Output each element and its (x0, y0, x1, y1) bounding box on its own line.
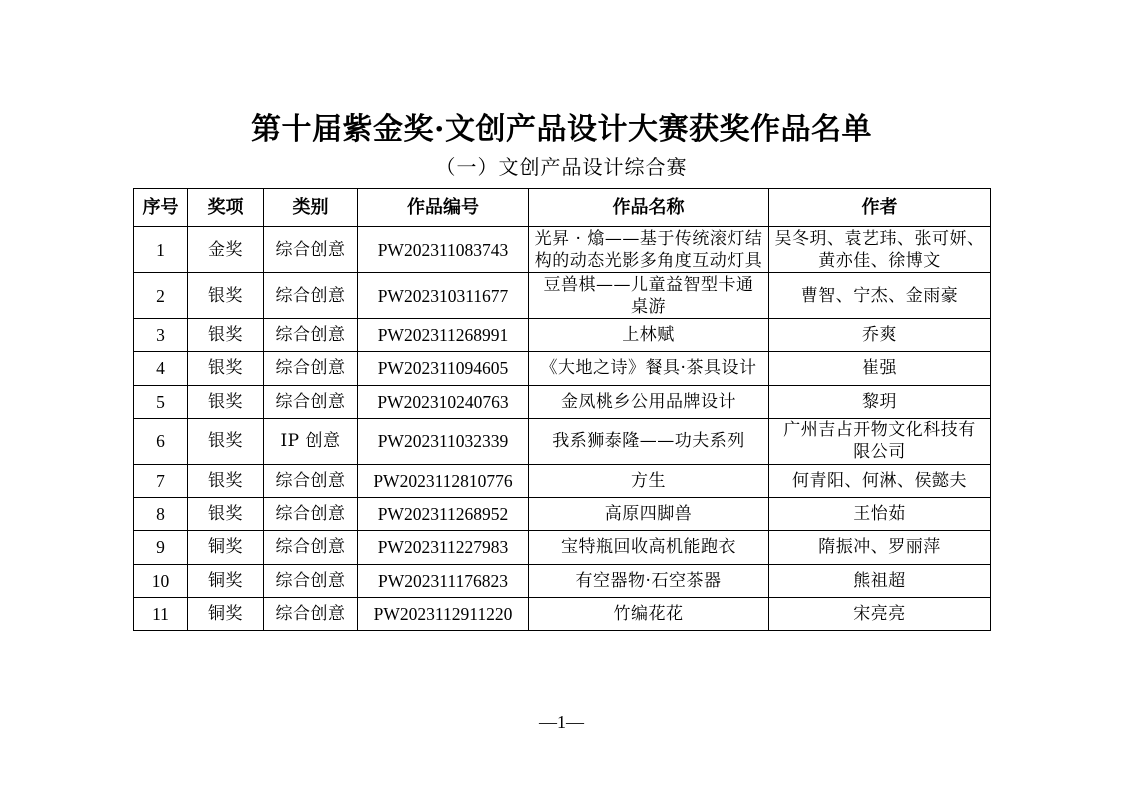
header-work-code: 作品编号 (358, 189, 529, 227)
document-subtitle: （一）文创产品设计综合赛 (435, 155, 688, 179)
cell-work-code: PW202310240763 (358, 385, 529, 418)
cell-work-name: 有空器物·石空茶器 (529, 564, 769, 597)
table-row (134, 564, 991, 597)
cell-author-line: 限公司 (853, 442, 906, 463)
cell-author (769, 418, 991, 464)
cell-award: 银奖 (188, 498, 264, 531)
header-award: 奖项 (188, 189, 264, 227)
page-number: —1— (539, 712, 584, 732)
cell-work-code: PW202311094605 (358, 352, 529, 385)
cell-category: 综合创意 (264, 385, 358, 418)
cell-work-code: PW202311268952 (358, 498, 529, 531)
table-row (134, 227, 991, 273)
cell-work-code: PW202310311677 (358, 273, 529, 319)
cell-work-name: 《大地之诗》餐具·茶具设计 (529, 352, 769, 385)
cell-index: 7 (134, 464, 188, 497)
cell-index: 6 (134, 418, 188, 464)
cell-index: 3 (134, 319, 188, 352)
cell-work-code: PW202311083743 (358, 227, 529, 273)
cell-category: 综合创意 (264, 352, 358, 385)
cell-work-name-line: 构的动态光影多角度互动灯具 (534, 250, 763, 271)
cell-author (769, 227, 991, 273)
cell-index: 2 (134, 273, 188, 319)
cell-work-name: 我系狮泰隆——功夫系列 (529, 418, 769, 464)
cell-author: 隋振冲、罗丽萍 (769, 531, 991, 564)
cell-category: 综合创意 (264, 531, 358, 564)
cell-work-name-line: 豆兽棋——儿童益智型卡通 (543, 274, 754, 295)
cell-award: 银奖 (188, 385, 264, 418)
header-row (134, 189, 991, 227)
cell-author: 曹智、宁杰、金雨豪 (769, 273, 991, 319)
cell-work-name: 高原四脚兽 (529, 498, 769, 531)
table-row (134, 597, 991, 630)
table-row (134, 498, 991, 531)
table-row (134, 319, 991, 352)
cell-index: 9 (134, 531, 188, 564)
cell-work-name: 竹编花花 (529, 597, 769, 630)
cell-award: 银奖 (188, 319, 264, 352)
cell-work-code: PW202311268991 (358, 319, 529, 352)
cell-author: 崔强 (769, 352, 991, 385)
table-row (134, 418, 991, 464)
cell-award: 银奖 (188, 464, 264, 497)
cell-work-code: PW202311176823 (358, 564, 529, 597)
cell-work-code: PW202311032339 (358, 418, 529, 464)
cell-author-line: 广州吉占开物文化科技有 (783, 420, 976, 441)
cell-award: 铜奖 (188, 597, 264, 630)
table-body (134, 227, 991, 631)
cell-award: 银奖 (188, 352, 264, 385)
cell-index: 4 (134, 352, 188, 385)
cell-category: 综合创意 (264, 319, 358, 352)
table-row (134, 273, 991, 319)
cell-award: 金奖 (188, 227, 264, 273)
document-title: 第十届紫金奖·文创产品设计大赛获奖作品名单 (251, 112, 872, 147)
cell-author: 乔爽 (769, 319, 991, 352)
table-row (134, 385, 991, 418)
cell-work-code: PW2023112810776 (358, 464, 529, 497)
cell-work-name (529, 273, 769, 319)
cell-work-name (529, 227, 769, 273)
cell-category: 综合创意 (264, 597, 358, 630)
cell-work-code: PW202311227983 (358, 531, 529, 564)
header-index: 序号 (134, 189, 188, 227)
awards-table (133, 188, 991, 631)
cell-work-name: 宝特瓶回收高机能跑衣 (529, 531, 769, 564)
header-author: 作者 (769, 189, 991, 227)
cell-award: 银奖 (188, 273, 264, 319)
cell-index: 5 (134, 385, 188, 418)
cell-work-name-line: 光昇 · 熻——基于传统滚灯结 (534, 228, 763, 249)
cell-category: 综合创意 (264, 464, 358, 497)
cell-author: 熊祖超 (769, 564, 991, 597)
cell-work-name: 方生 (529, 464, 769, 497)
header-category: 类别 (264, 189, 358, 227)
table-header (134, 189, 991, 227)
cell-work-name: 上林赋 (529, 319, 769, 352)
cell-award: 银奖 (188, 418, 264, 464)
cell-work-code: PW2023112911220 (358, 597, 529, 630)
cell-category: 综合创意 (264, 273, 358, 319)
cell-index: 11 (134, 597, 188, 630)
table-row (134, 531, 991, 564)
cell-index: 10 (134, 564, 188, 597)
cell-author-line: 黄亦佳、徐博文 (818, 250, 941, 271)
cell-category: 综合创意 (264, 498, 358, 531)
cell-author: 王怡茹 (769, 498, 991, 531)
cell-author-line: 吴冬玥、袁艺玮、张可妍、 (774, 228, 985, 249)
cell-category: IP 创意 (264, 418, 358, 464)
table-row (134, 464, 991, 497)
cell-category: 综合创意 (264, 564, 358, 597)
cell-award: 铜奖 (188, 564, 264, 597)
cell-author: 何青阳、何淋、侯懿夫 (769, 464, 991, 497)
cell-index: 1 (134, 227, 188, 273)
header-work-name: 作品名称 (529, 189, 769, 227)
cell-award: 铜奖 (188, 531, 264, 564)
cell-author: 黎玥 (769, 385, 991, 418)
table-row (134, 352, 991, 385)
cell-category: 综合创意 (264, 227, 358, 273)
cell-index: 8 (134, 498, 188, 531)
cell-work-name: 金凤桃乡公用品牌设计 (529, 385, 769, 418)
cell-work-name-line: 桌游 (631, 296, 666, 317)
cell-author: 宋亮亮 (769, 597, 991, 630)
